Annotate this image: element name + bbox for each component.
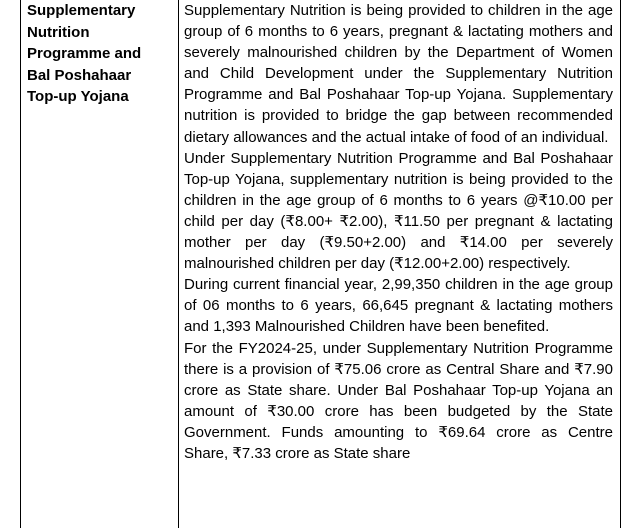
description-paragraph-rates: Under Supplementary Nutrition Programme and Bal Poshahaar Top-up Yojana, supplementary nutrition is being provided to the children in the age group of 6 months to 6 years @₹10.00 per child per day (₹8.00+ ₹2.00), ₹11.50 per pregnant & lactating mother per day (₹9.50+2.00) and ₹14.00 per severely malnourished children per day (₹12.00+2.00) respectively.	[184, 149, 613, 273]
scheme-name-cell	[27, 0, 177, 108]
scheme-name-line: Nutrition	[27, 23, 90, 41]
scheme-name-line: Programme and	[27, 45, 142, 62]
table-border-right	[620, 0, 621, 528]
scheme-name-line: Top-up Yojana	[27, 88, 129, 105]
table-border-left	[20, 0, 21, 528]
scheme-name-line: Supplementary	[27, 2, 136, 19]
table-column-divider	[178, 0, 179, 528]
description-paragraph-budget: For the FY2024-25, under Supplementary Nutrition Programme there is a provision of ₹75.06 crore as Central Share and ₹7.90 crore as State share. Under Bal Poshahaar Top-up Yojana an amount of ₹30.00 crore has been budgeted by the State Government. Funds amounting to ₹69.64 crore as Centre Share, ₹7.33 crore as State share	[184, 339, 613, 462]
scheme-name-line: Bal Poshahaar	[27, 66, 132, 84]
description-paragraph-beneficiaries: During current financial year, 2,99,350 children in the age group of 06 months to 6 years, 66,645 pregnant & lactating mothers and 1,393 Malnourished Children have been benefited.	[184, 276, 613, 336]
description-paragraph-overview: Supplementary Nutrition is being provided to children in the age group of 6 months to 6 years, pregnant & lactating mothers and severely malnourished children by the Department of Women and Child Development under the Supplementary Nutrition Programme and Bal Poshahaar Top-up Yojana. Supplementary nutrition is provided to bridge the gap between recommended dietary allowances and the actual intake of food of an individual.	[184, 2, 613, 146]
scheme-description-cell	[184, 0, 613, 464]
